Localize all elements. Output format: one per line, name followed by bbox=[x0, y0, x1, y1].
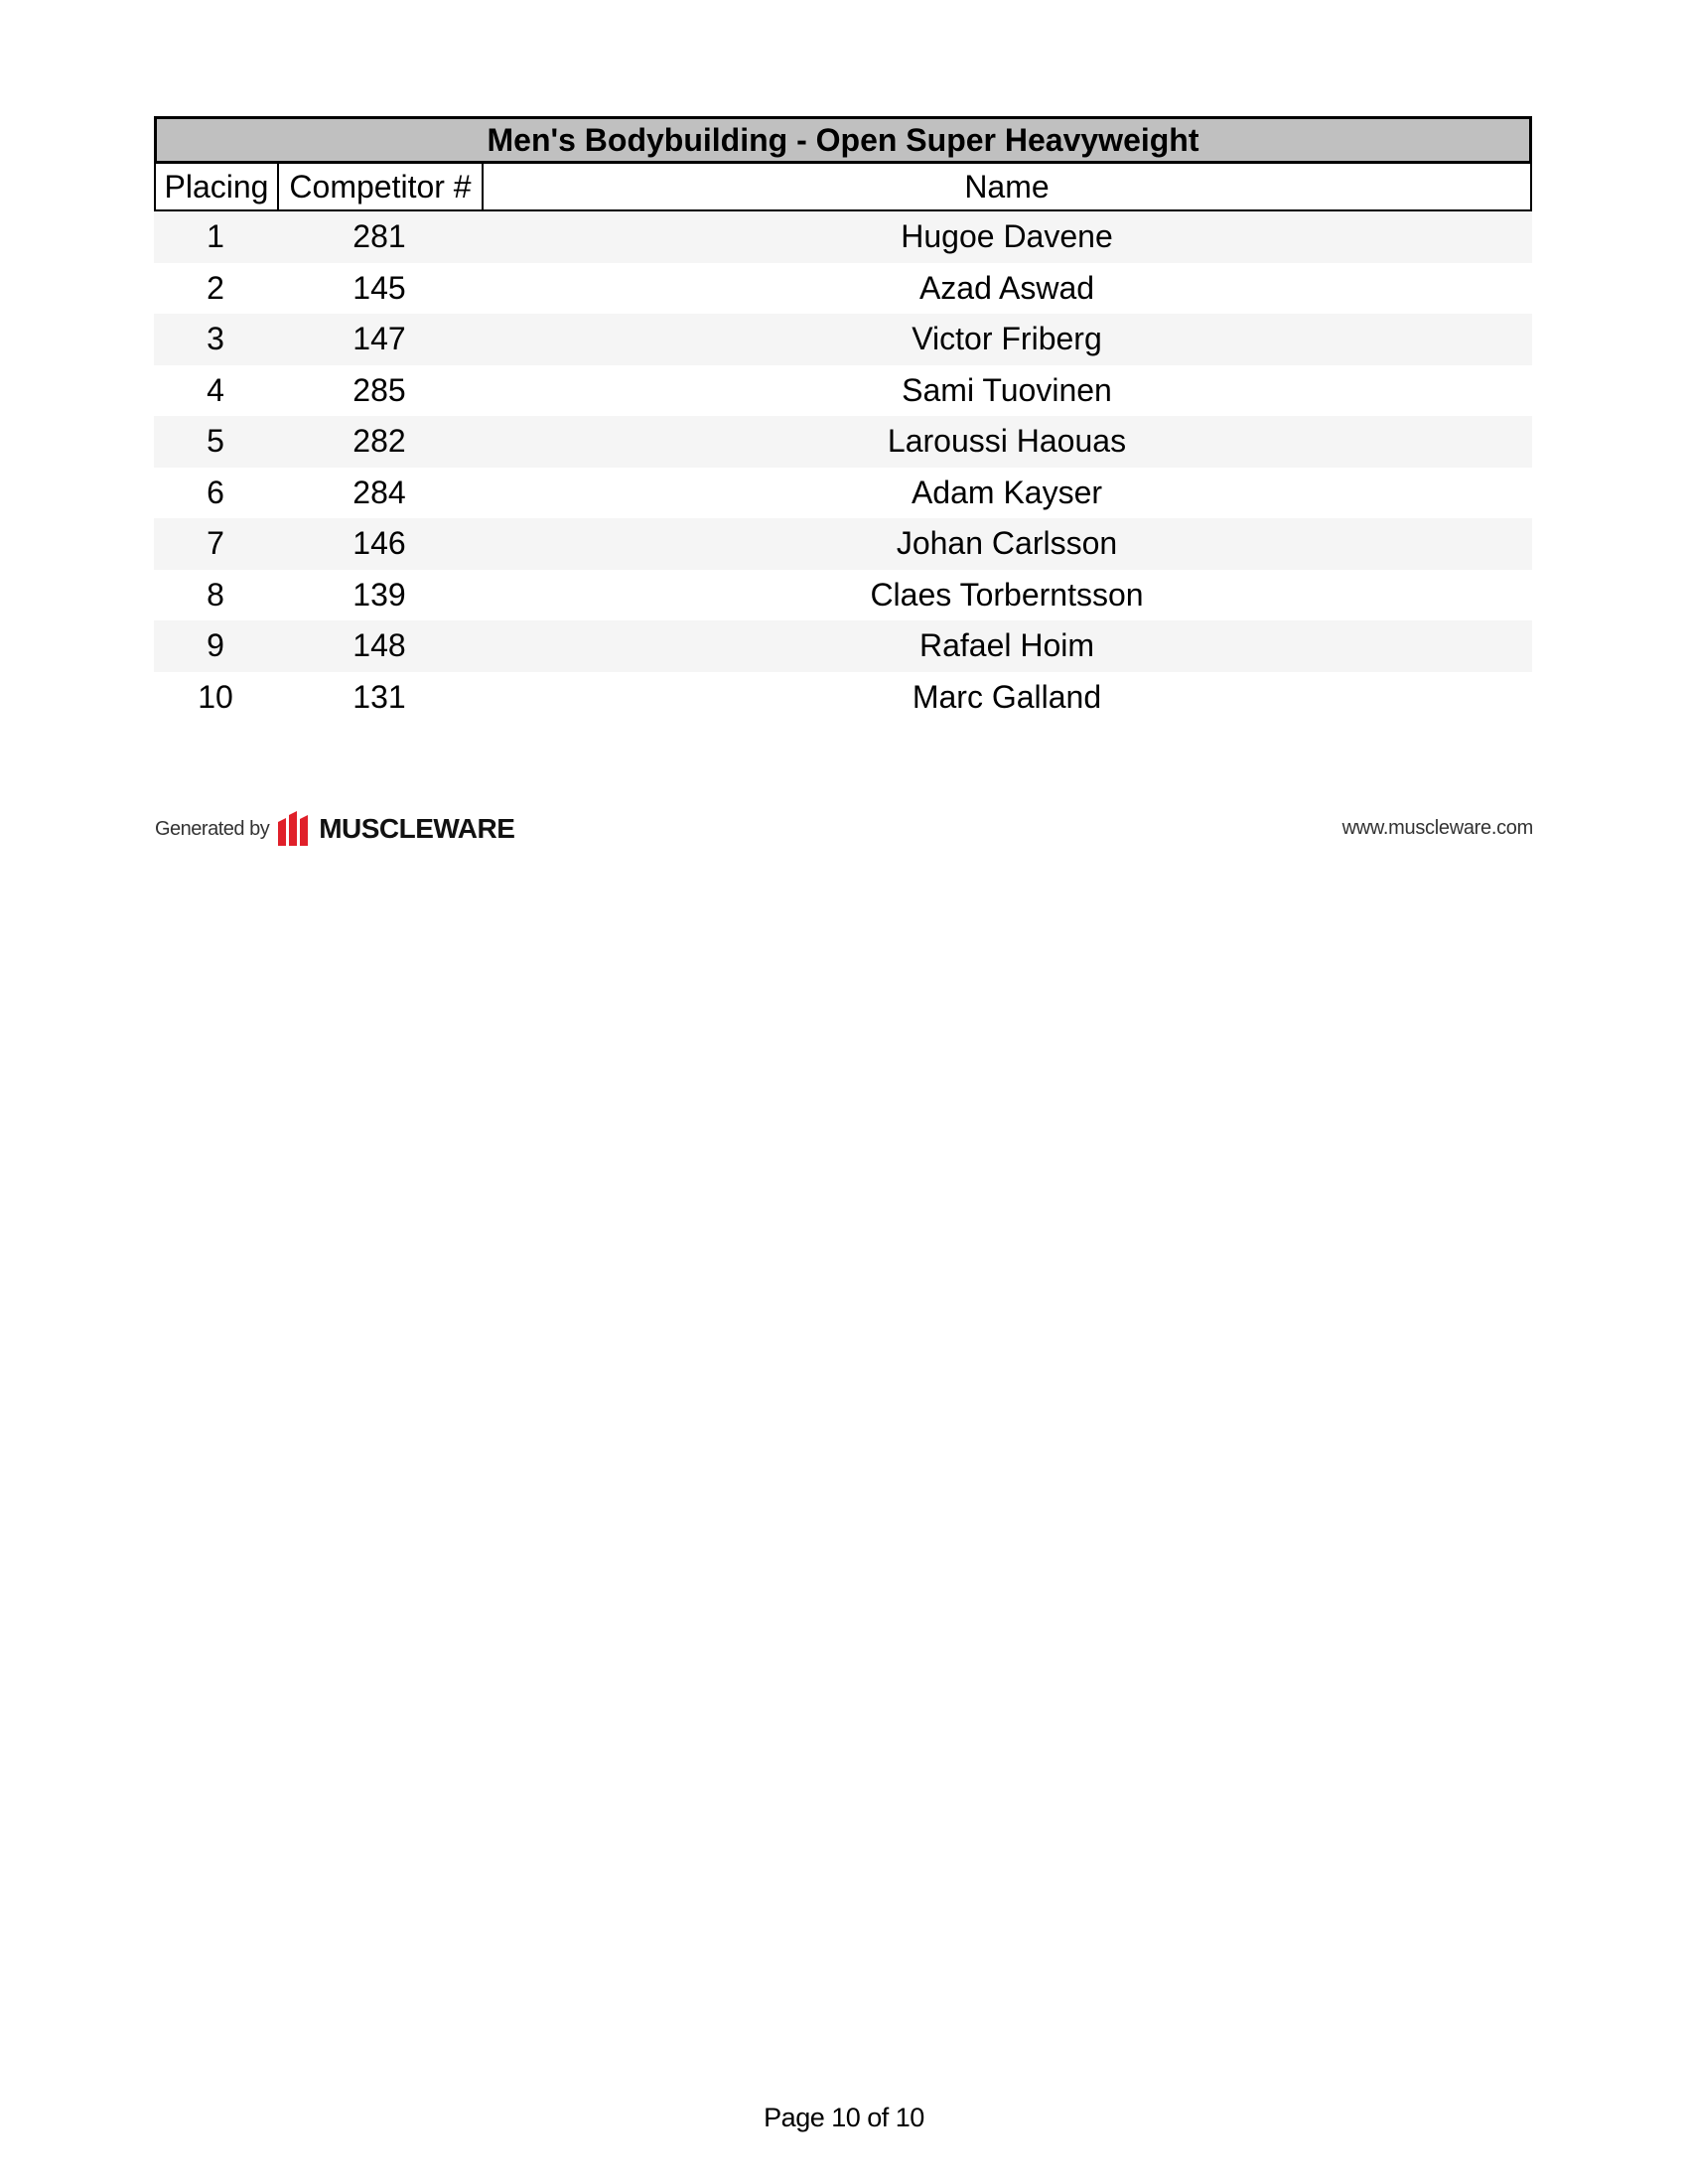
placing-cell: 6 bbox=[207, 474, 224, 510]
table-row bbox=[154, 416, 1532, 468]
results-title: Men's Bodybuilding - Open Super Heavyweight bbox=[154, 116, 1532, 164]
generated-by bbox=[155, 809, 514, 849]
competitor-cell: 148 bbox=[352, 627, 406, 664]
placing-cell: 5 bbox=[207, 423, 224, 460]
table-row bbox=[154, 672, 1532, 724]
table-row bbox=[154, 211, 1532, 263]
muscleware-logo-text: MUSCLEWARE bbox=[319, 813, 515, 844]
name-cell: Sami Tuovinen bbox=[902, 371, 1112, 408]
results-table bbox=[154, 116, 1532, 723]
name-cell: Claes Torberntsson bbox=[870, 576, 1144, 613]
placing-cell: 7 bbox=[207, 525, 224, 562]
placing-cell: 10 bbox=[198, 678, 233, 715]
table-row bbox=[154, 468, 1532, 519]
header-name: Name bbox=[964, 168, 1050, 205]
table-header bbox=[154, 164, 1532, 211]
competitor-cell: 285 bbox=[352, 371, 406, 408]
table-row bbox=[154, 518, 1532, 570]
header-competitor: Competitor # bbox=[279, 164, 484, 209]
name-cell: Rafael Hoim bbox=[918, 627, 1095, 664]
table-body bbox=[154, 211, 1532, 723]
competitor-cell: 131 bbox=[352, 678, 406, 715]
placing-cell: 4 bbox=[207, 371, 224, 408]
table-row bbox=[154, 570, 1532, 621]
competitor-cell: 281 bbox=[352, 218, 406, 255]
name-cell: Hugoe Davene bbox=[901, 218, 1113, 255]
competitor-cell: 284 bbox=[352, 474, 406, 510]
placing-cell: 1 bbox=[207, 218, 224, 255]
placing-cell: 8 bbox=[207, 576, 224, 613]
page-number: Page 10 of 10 bbox=[764, 2103, 924, 2132]
table-row bbox=[154, 314, 1532, 365]
name-cell: Adam Kayser bbox=[911, 474, 1103, 510]
generated-by-label: Generated by bbox=[155, 817, 270, 840]
placing-cell: 3 bbox=[207, 321, 224, 357]
name-cell: Victor Friberg bbox=[912, 321, 1102, 357]
table-row bbox=[154, 263, 1532, 315]
header-placing: Placing bbox=[156, 164, 279, 209]
website-link[interactable]: www.muscleware.com bbox=[1341, 817, 1533, 839]
competitor-cell: 139 bbox=[352, 576, 406, 613]
placing-cell: 9 bbox=[207, 627, 224, 664]
competitor-cell: 145 bbox=[352, 269, 406, 306]
name-cell: Marc Galland bbox=[912, 678, 1102, 715]
competitor-cell: 282 bbox=[352, 423, 406, 460]
table-row bbox=[154, 365, 1532, 417]
name-cell: Azad Aswad bbox=[918, 269, 1095, 306]
placing-cell: 2 bbox=[207, 269, 224, 306]
table-row bbox=[154, 620, 1532, 672]
name-cell: Laroussi Haouas bbox=[887, 423, 1127, 460]
competitor-cell: 147 bbox=[352, 321, 406, 357]
competitor-cell: 146 bbox=[352, 525, 406, 562]
name-cell: Johan Carlsson bbox=[896, 525, 1118, 562]
muscleware-logo-icon bbox=[277, 810, 315, 848]
